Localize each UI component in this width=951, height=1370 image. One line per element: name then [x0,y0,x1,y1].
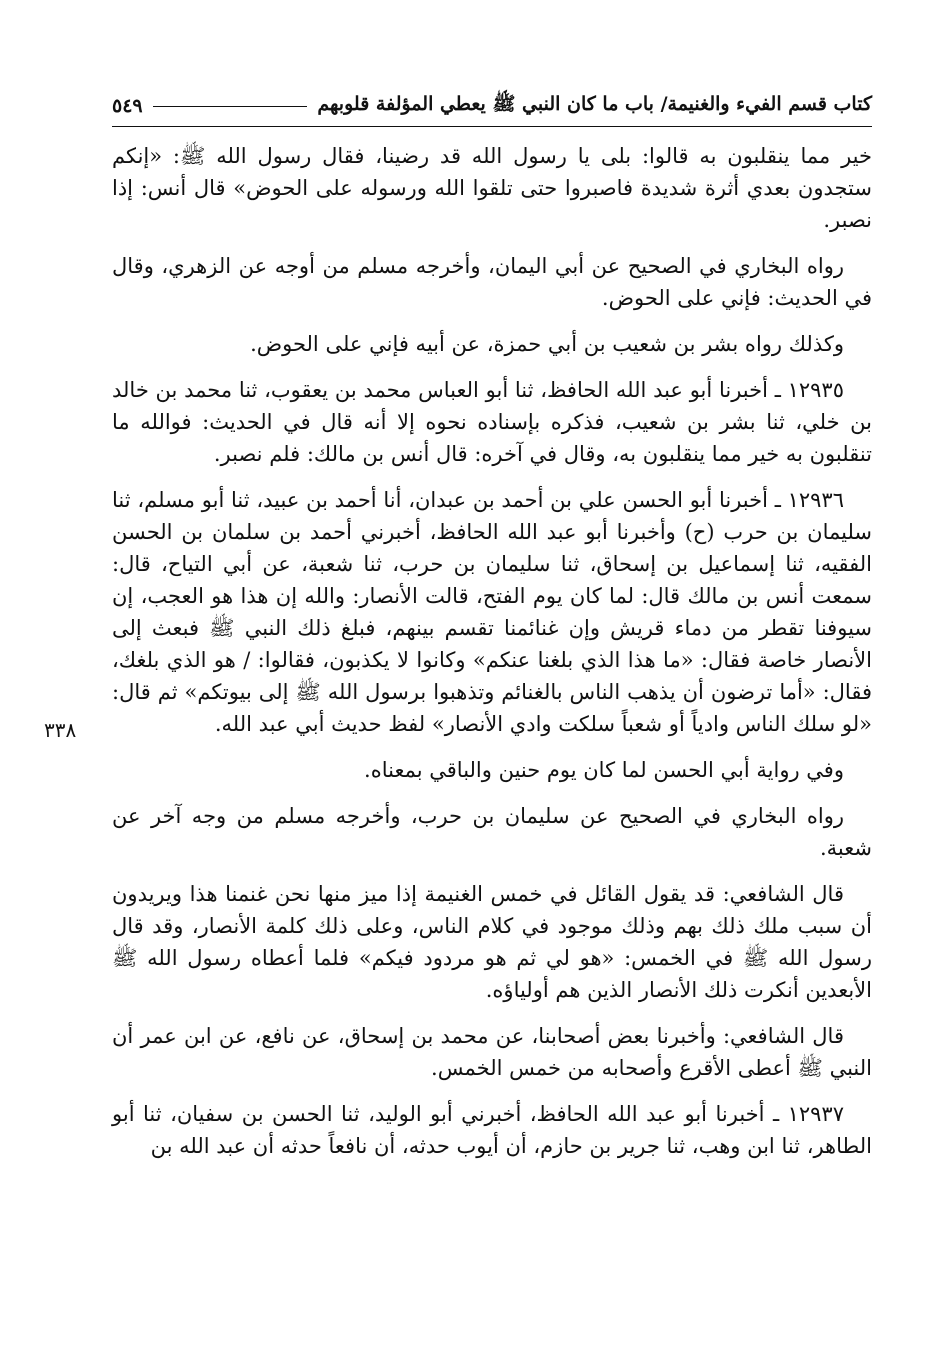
hadith-12936: ١٢٩٣٦ ـ أخبرنا أبو الحسن علي بن أحمد بن عبدان، أنا أحمد بن عبيد، ثنا أبو مسلم، ثنا سليمان بن حرب (ح) وأخبرنا أبو عبد الله الحافظ، أخبرني أحمد بن سلمان بن الحسن الفقيه، ثنا إسماعيل بن إسحاق، ثنا سليمان بن حرب، ثنا شعبة، عن أبي التياح، قال: سمعت أنس بن مالك قال: لما كان يوم الفتح، قالت الأنصار: والله إن هذا هو العجب، إن سيوفنا تقطر من دماء قريش وإن غنائمنا تقسم بينهم، فبلغ ذلك النبي ﷺ فبعث إلى الأنصار خاصة فقال: «ما هذا الذي بلغنا عنكم» وكانوا لا يكذبون، فقالوا: / هو الذي بلغك، فقال: «أما ترضون أن يذهب الناس بالغنائم وتذهبوا برسول الله ﷺ إلى بيوتكم» ثم قال: «لو سلك الناس وادياً أو شعباً سلكت وادي الأنصار» لفظ حديث أبي عبد الله. [112,488,872,736]
hadith-12935: ١٢٩٣٥ ـ أخبرنا أبو عبد الله الحافظ، ثنا أبو العباس محمد بن يعقوب، ثنا محمد بن خالد بن خلي، ثنا بشر بن شعيب، فذكره بإسناده نحوه إلا أنه قال في الحديث: فوالله ما تنقلبون به خير مما ينقلبون به، وقال في آخره: قال أنس بن مالك: فلم نصبر. [112,378,872,466]
paragraph-bukhari-sulayman-note: رواه البخاري في الصحيح عن سليمان بن حرب، وأخرجه مسلم من وجه آخر عن شعبة. [112,804,872,860]
hadith-12937: ١٢٩٣٧ ـ أخبرنا أبو عبد الله الحافظ، أخبرني أبو الوليد، ثنا الحسن بن سفيان، ثنا أبو الطاهر، ثنا ابن وهب، ثنا جرير بن حازم، أن أيوب حدثه، أن نافعاً حدثه أن عبد الله بن [112,1102,872,1158]
header-rule [153,106,308,107]
header-title: كتاب قسم الفيء والغنيمة/ باب ما كان النبي ﷺ يعطي المؤلفة قلوبهم [317,93,872,115]
paragraph-abu-al-hasan-note: وفي رواية أبي الحسن لما كان يوم حنين والباقي بمعناه. [364,758,844,782]
page-body [112,140,872,1176]
paragraph-shafii-2: قال الشافعي: وأخبرنا بعض أصحابنا، عن محمد بن إسحاق، عن نافع، عن ابن عمر أن النبي ﷺ أعطى الأقرع وأصحابه من خمس الخمس. [112,1024,872,1080]
paragraph-shafii-1: قال الشافعي: قد يقول القائل في خمس الغنيمة إذا ميز منها نحن غنمنا هذا ويريدون أن سبب ملك ذلك بهم وذلك موجود في كلام الناس، وعلى ذلك كلمة الأنصار، وقد قال رسول الله ﷺ في الخمس: «هو لي ثم هو مردود فيكم» فلما أعطاه رسول الله ﷺ الأبعدين أنكرت ذلك الأنصار الذين هم أولياؤه. [112,882,872,1002]
paragraph-continuation: خير مما ينقلبون به قالوا: بلى يا رسول الله قد رضينا، فقال رسول الله ﷺ: «إنكم ستجدون بعدي أثرة شديدة فاصبروا حتى تلقوا الله ورسوله على الحوض» قال أنس: إذا نصبر. [112,144,872,232]
paragraph-bishr-note: وكذلك رواه بشر بن شعيب بن أبي حمزة، عن أبيه فإني على الحوض. [250,332,844,356]
page-number: ٥٤٩ [112,95,143,117]
paragraph-bukhari-note: رواه البخاري في الصحيح عن أبي اليمان، وأخرجه مسلم من أوجه عن الزهري، وقال في الحديث: فإني على الحوض. [112,254,872,310]
running-header [112,86,872,127]
margin-page-reference: ٣٣٨ [44,718,77,742]
